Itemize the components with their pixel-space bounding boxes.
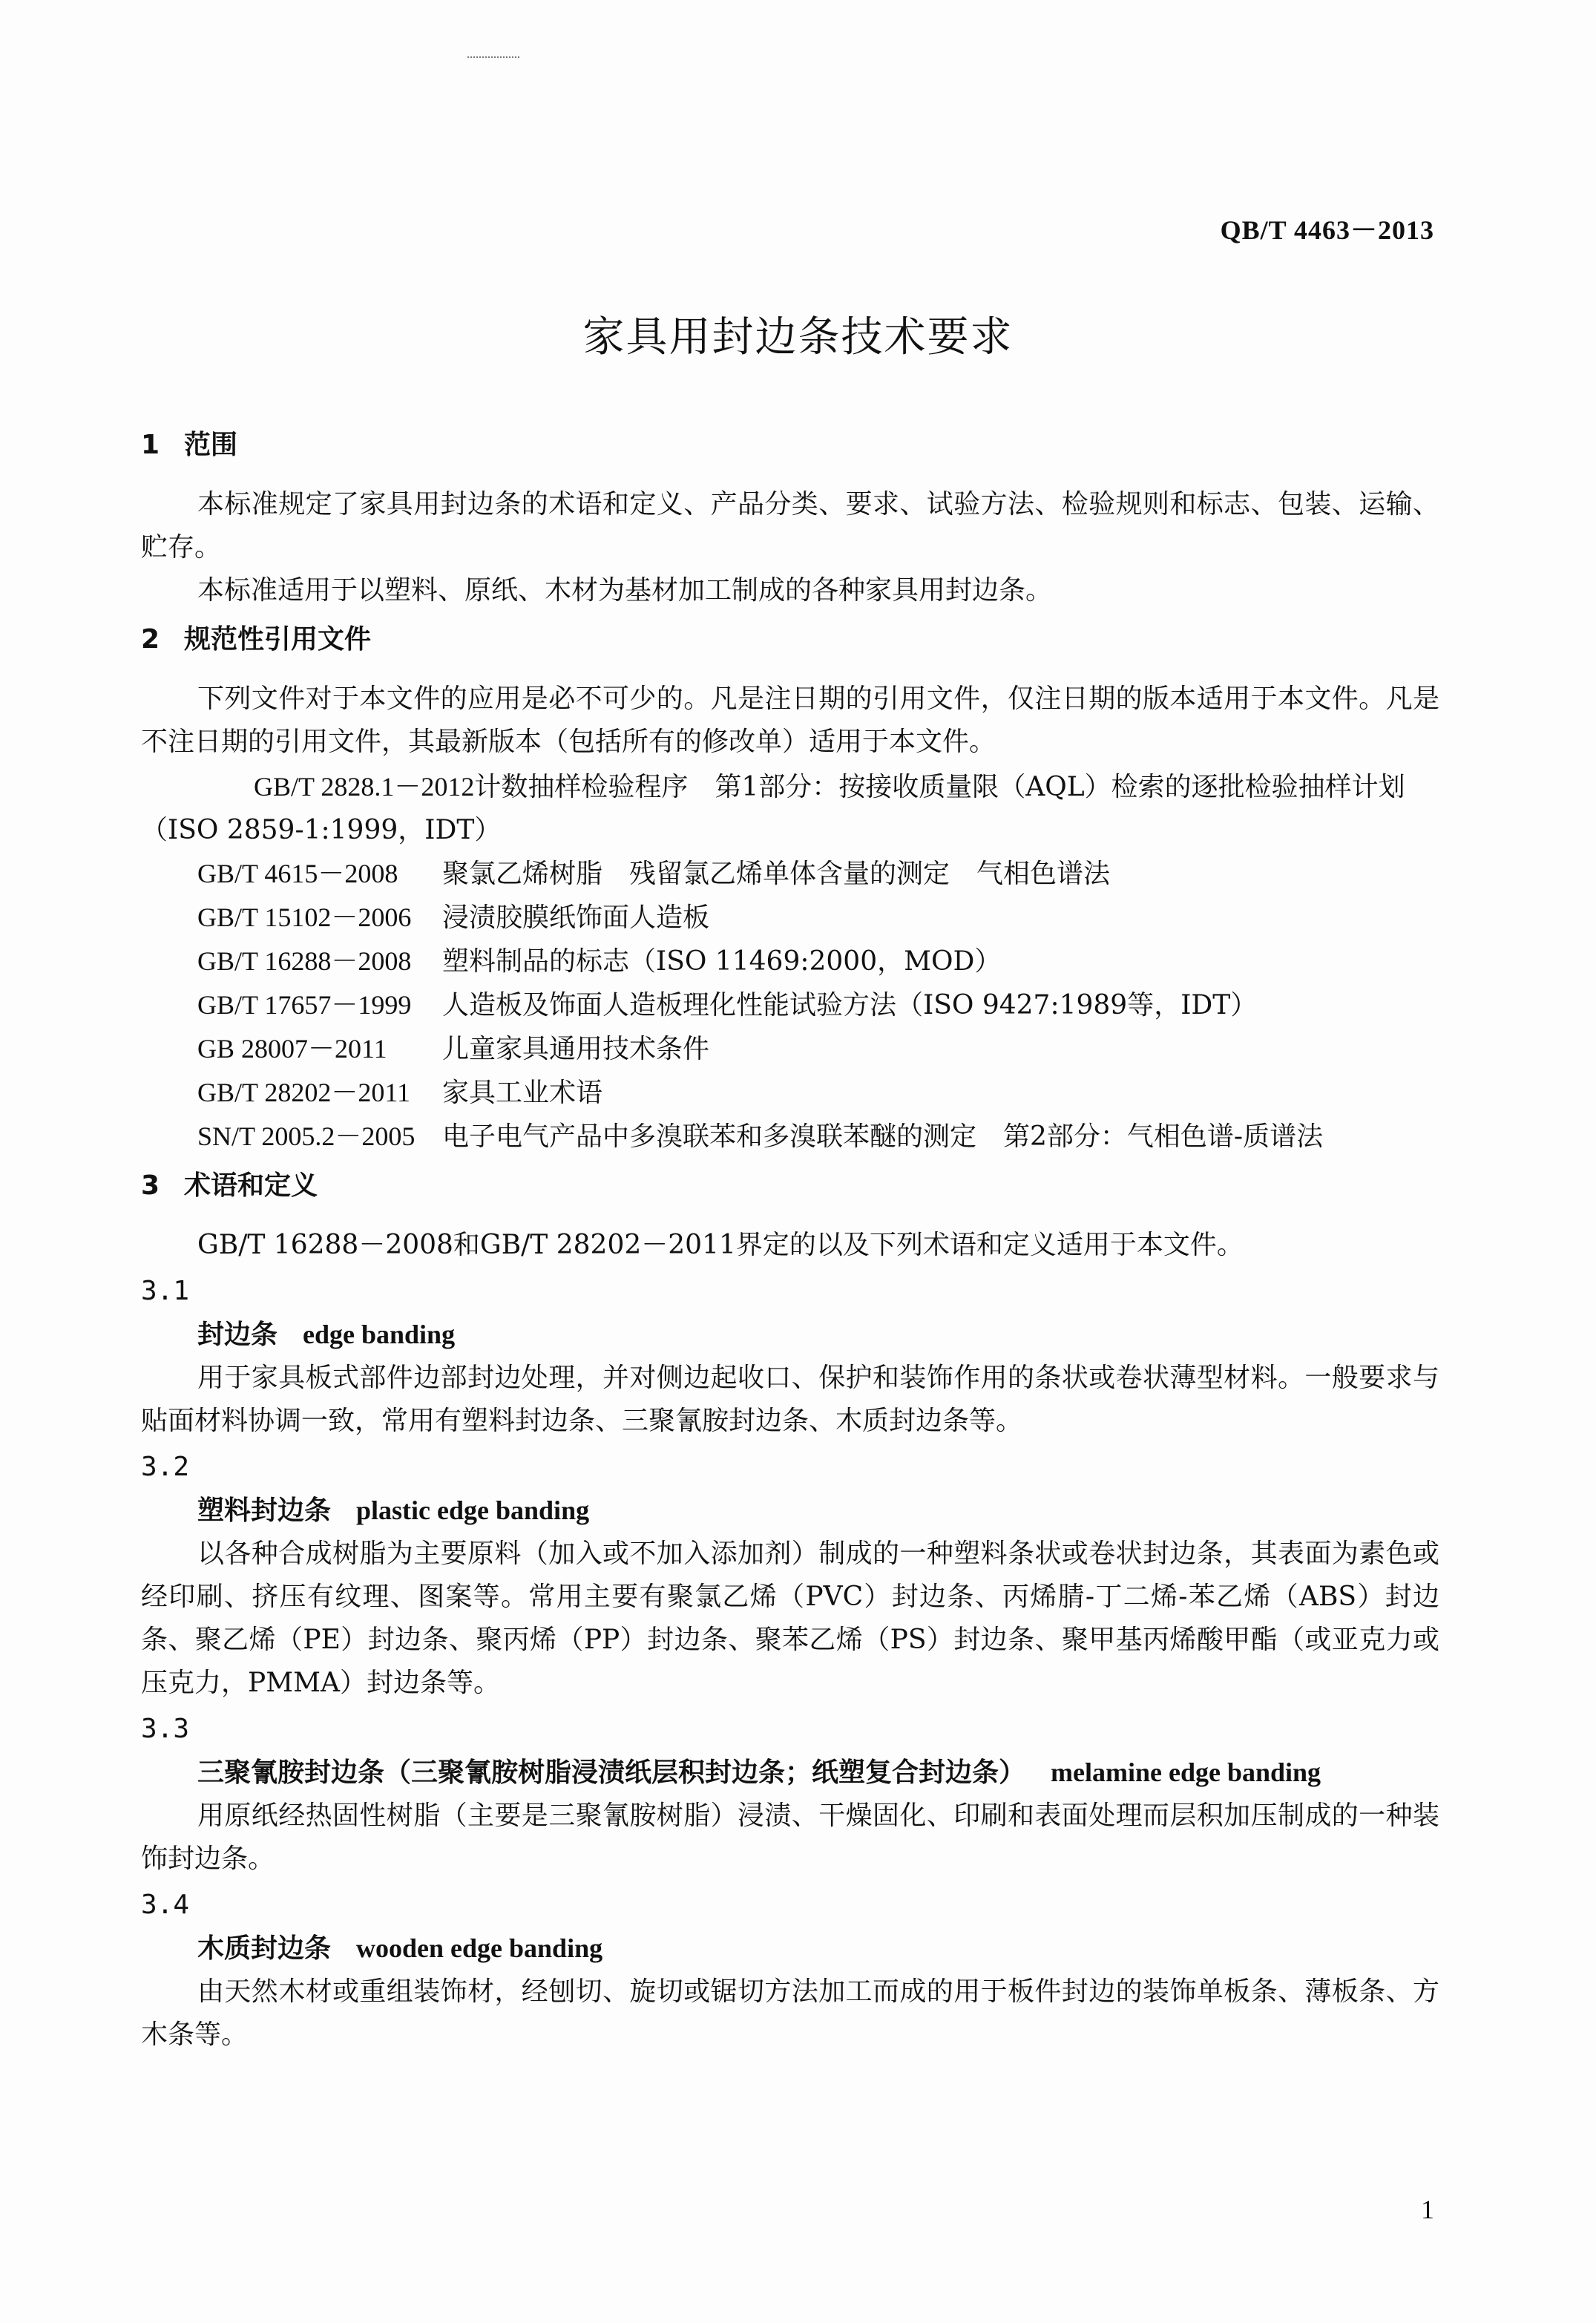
document-body <box>141 419 1439 2057</box>
term-en: plastic edge banding <box>356 1495 590 1525</box>
section-heading-scope <box>141 424 1439 467</box>
term-en: edge banding <box>303 1320 456 1349</box>
reference-code: GB/T 2828.1－2012 <box>254 772 475 802</box>
clause-number: 3.2 <box>141 1452 190 1482</box>
reference-title: 塑料制品的标志（ISO 11469:2000，MOD） <box>442 946 1002 977</box>
reference-code: GB/T 4615－2008 <box>197 859 398 888</box>
section-number: 1 <box>141 430 160 460</box>
normative-intro: 下列文件对于本文件的应用是必不可少的。凡是注日期的引用文件，仅注日期的版本适用于本文件。凡是不注日期的引用文件，其最新版本（包括所有的修改单）适用于本文件。 <box>141 684 1439 757</box>
reference-item <box>141 983 1439 1027</box>
term-definition: 由天然木材或重组装饰材，经刨切、旋切或锯切方法加工而成的用于板件封边的装饰单板条、薄板条、方木条等。 <box>141 1976 1439 2050</box>
scope-paragraph-2: 本标准适用于以塑料、原纸、木材为基材加工制成的各种家具用封边条。 <box>197 575 1053 606</box>
term-entry <box>141 1489 1439 1533</box>
reference-item <box>141 1115 1439 1159</box>
clause-number: 3.1 <box>141 1276 190 1306</box>
term-definition: 以各种合成树脂为主要原料（加入或不加入添加剂）制成的一种塑料条状或卷状封边条，其表面为素色或经印刷、挤压有纹理、图案等。常用主要有聚氯乙烯（PVC）封边条、丙烯腈-丁二烯-苯乙烯（ABS）封边条、聚乙烯（PE）封边条、聚丙烯（PP）封边条、聚苯乙烯（PS）封边条、聚甲基丙烯酸甲酯（或亚克力或压克力，PMMA）封边条等。 <box>141 1539 1439 1698</box>
reference-item <box>141 1071 1439 1115</box>
standard-code: QB/T 4463－2013 <box>1220 215 1434 245</box>
reference-title: 聚氯乙烯树脂 残留氯乙烯单体含量的测定 气相色谱法 <box>442 859 1111 889</box>
reference-title: 人造板及饰面人造板理化性能试验方法（ISO 9427:1989等，IDT） <box>442 990 1258 1020</box>
reference-item <box>141 940 1439 983</box>
reference-code: SN/T 2005.2－2005 <box>197 1121 416 1151</box>
term-definition: 用原纸经热固性树脂（主要是三聚氰胺树脂）浸渍、干燥固化、印刷和表面处理而层积加压制成的一种装饰封边条。 <box>141 1801 1439 1874</box>
reference-code: GB/T 16288－2008 <box>197 946 412 976</box>
section-title: 术语和定义 <box>184 1170 318 1201</box>
scope-paragraph-1: 本标准规定了家具用封边条的术语和定义、产品分类、要求、试验方法、检验规则和标志、包装、运输、贮存。 <box>141 489 1439 563</box>
document-title: 家具用封边条技术要求 <box>582 313 1014 361</box>
reference-title: 浸渍胶膜纸饰面人造板 <box>442 902 710 933</box>
section-number: 2 <box>141 624 160 655</box>
term-en: wooden edge banding <box>356 1933 603 1963</box>
section-heading-terms <box>141 1164 1439 1208</box>
clause-number: 3.3 <box>141 1714 190 1744</box>
section-title: 范围 <box>184 430 238 460</box>
reference-item <box>141 896 1439 940</box>
reference-code: GB/T 28202－2011 <box>197 1078 411 1107</box>
reference-item <box>141 765 1439 852</box>
scan-artifact <box>467 56 519 61</box>
reference-title: 计数抽样检验程序 第1部分：按接收质量限（AQL）检索的逐批检验抽样计划（ISO 2859-1:1999，IDT） <box>141 772 1405 845</box>
term-zh: 木质封边条 <box>197 1933 332 1964</box>
reference-item <box>141 1027 1439 1071</box>
reference-title: 儿童家具通用技术条件 <box>442 1034 710 1064</box>
terms-intro: GB/T 16288－2008和GB/T 28202－2011界定的以及下列术语和定义适用于本文件。 <box>197 1230 1244 1260</box>
reference-code: GB/T 17657－1999 <box>197 990 412 1020</box>
reference-item <box>141 852 1439 896</box>
reference-code: GB 28007－2011 <box>197 1034 387 1064</box>
page-number: 1 <box>1421 2195 1434 2224</box>
term-definition: 用于家具板式部件边部封边处理，并对侧边起收口、保护和装饰作用的条状或卷状薄型材料。一般要求与贴面材料协调一致，常用有塑料封边条、三聚氰胺封边条、木质封边条等。 <box>141 1363 1439 1436</box>
reference-code: GB/T 15102－2006 <box>197 902 412 932</box>
section-number: 3 <box>141 1170 160 1201</box>
reference-title: 家具工业术语 <box>442 1078 603 1108</box>
term-entry <box>141 1751 1439 1795</box>
term-zh: 三聚氰胺封边条（三聚氰胺树脂浸渍纸层积封边条；纸塑复合封边条） <box>197 1757 1026 1788</box>
reference-list <box>141 765 1439 1159</box>
term-en: melamine edge banding <box>1051 1757 1321 1787</box>
clause-number: 3.4 <box>141 1890 190 1920</box>
reference-title: 电子电气产品中多溴联苯和多溴联苯醚的测定 第2部分：气相色谱-质谱法 <box>442 1121 1324 1152</box>
term-zh: 塑料封边条 <box>197 1495 332 1526</box>
section-title: 规范性引用文件 <box>184 624 372 655</box>
term-entry <box>141 1927 1439 1970</box>
term-entry <box>141 1313 1439 1357</box>
section-heading-normative <box>141 618 1439 661</box>
term-zh: 封边条 <box>197 1320 278 1350</box>
